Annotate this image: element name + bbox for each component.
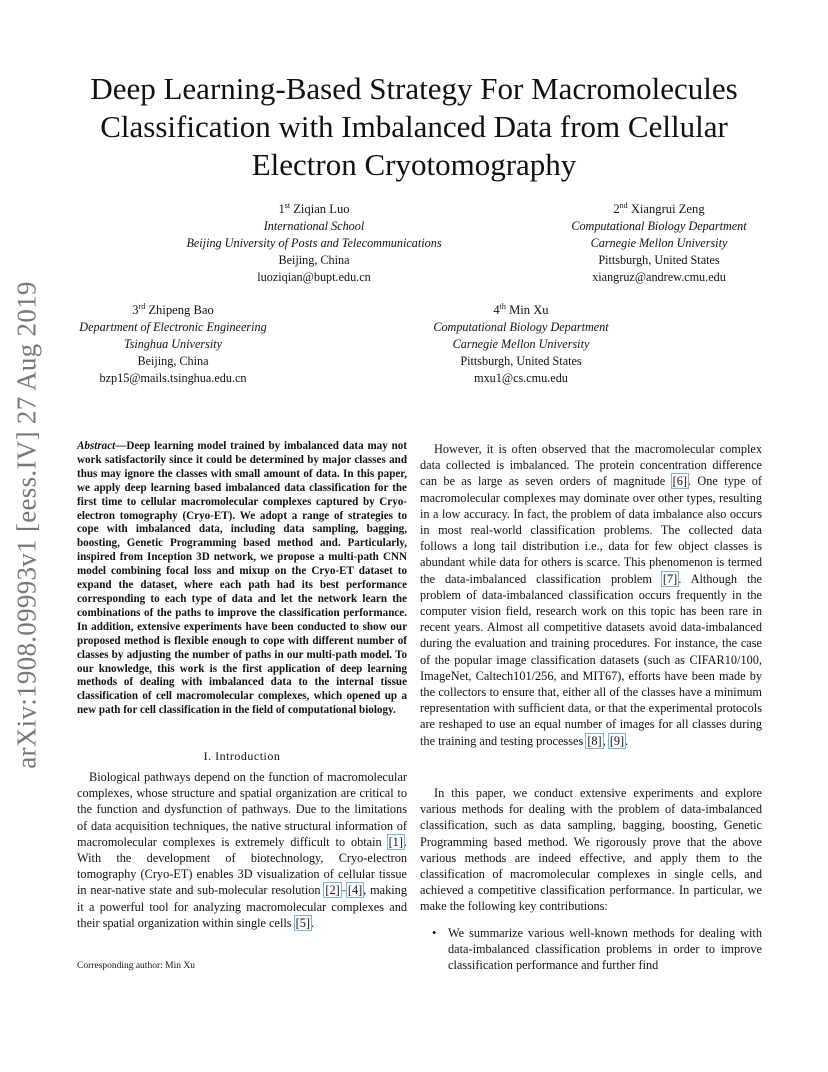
abstract-label: Abstract <box>77 440 116 452</box>
citation-link[interactable]: [4] <box>347 883 363 898</box>
author-affiliation: Tsinghua University <box>123 337 223 351</box>
title-line: Deep Learning-Based Strategy For Macromolecules <box>90 71 738 106</box>
paper-title <box>60 70 768 184</box>
citation-link[interactable]: [8] <box>587 733 602 748</box>
footnote: Corresponding author: Min Xu <box>77 961 195 971</box>
author-block-4 <box>410 302 632 387</box>
title-line: Classification with Imbalanced Data from Cellular <box>100 109 728 144</box>
author-affiliation: Computational Biology Department <box>433 320 609 334</box>
author-email: luoziqian@bupt.edu.cn <box>257 270 371 284</box>
author-name: 2nd Xiangrui Zeng <box>613 200 705 216</box>
citation-link[interactable]: [2] <box>325 883 340 898</box>
author-affiliation: Department of Electronic Engineering <box>79 320 267 334</box>
author-block-1 <box>150 201 478 286</box>
author-email: mxu1@cs.cmu.edu <box>474 371 568 385</box>
author-location: Pittsburgh, United States <box>598 253 720 267</box>
list-item-text: We summarize various well-known methods for dealing with data-imbalanced classification problems in order to improve classification performance and further find <box>448 926 762 973</box>
citation-link[interactable]: [9] <box>609 733 625 748</box>
author-affiliation: Carnegie Mellon University <box>452 337 590 351</box>
citation-link[interactable]: [5] <box>295 915 310 930</box>
author-location: Pittsburgh, United States <box>460 354 582 368</box>
arxiv-stamp: arXiv:1908.09993v1 [eess.IV] 27 Aug 2019 <box>11 281 42 769</box>
abstract: Abstract—Deep learning model trained by imbalanced data may not work satisfactorily since it could be determined by major classes and thus may ignore the classes with small amount of data. In this paper, we apply deep learning based imbalanced data classification for the first time to cellular macromolecular complexes captured by Cryo-electron tomography (Cryo-ET). We adopt a range of strategies to cope with imbalanced data, including data sampling, bagging, boosting, Genetic Programming based method and. Particularly, inspired from Inception 3D network, we propose a multi-path CNN model combining focal loss and mixup on the Cryo-ET dataset to expand the dataset, where each path had its best performance corresponding to each type of data and let the network learn the combinations of the paths to improve the classification performance. In addition, extensive experiments have been conducted to show our proposed method is flexible enough to cope with different number of classes by adjusting the number of paths in our multi-path model. To our knowledge, this work is the first application of deep learning methods of dealing with imbalanced data to the internal tissue classification of cell macromolecular complexes, which opened up a new path for cell classification in the field of computational biology. <box>77 440 407 717</box>
author-location: Beijing, China <box>137 354 209 368</box>
intro-paragraph: Biological pathways depend on the function of macromolecular complexes, whose structure and spatial organization are critical to the function and dysfunction of pathways. Due to the limitations of data acquisition techniques, the native structural information of macromolecular complexes is extremely difficult to obtain [1]. With the development of biotechnology, Cryo-electron tomography (Cryo-ET) enables 3D visualization of cellular tissue in near-native state and sub-molecular resolution [2]–[4], making it a powerful tool for analyzing macromolecular complexes and their spatial organization within single cells [5]. <box>77 770 407 930</box>
author-email: bzp15@mails.tsinghua.edu.cn <box>99 371 247 385</box>
citation-link[interactable]: [6] <box>672 474 687 489</box>
body-paragraph: In this paper, we conduct extensive experiments and explore various methods for dealing with the problem of data-imbalanced classification, such as data sampling, bagging, boosting, Genetic Programming based method. We rigorously prove that the above various methods are indeed effective, and apply them to the classification of macromolecular complexes in single cells, and achieved a competitive classification performance. In particular, we make the following key contributions: <box>420 786 762 914</box>
author-affiliation: Beijing University of Posts and Telecommunications <box>186 236 442 250</box>
author-affiliation: International School <box>263 219 365 233</box>
author-name: 3rd Zhipeng Bao <box>132 301 214 317</box>
bullet-icon: • <box>432 926 437 940</box>
author-block-3 <box>58 302 288 387</box>
author-affiliation: Computational Biology Department <box>571 219 747 233</box>
body-paragraph: However, it is often observed that the macromolecular complex data collected is imbalanced. The protein concentration difference can be as large as seven orders of magnitude [6]. One type of macromolecular complexes may dominate over other types, resulting in a low accuracy. In fact, the problem of data imbalance also occurs in most real-world classification problems. The collected data follows a long tail distribution i.e., data for few object classes is abundant while data for others is scarce. This phenomenon is termed the data-imbalanced classification problem [7]. Although the problem of data-imbalanced classification occurs frequently in the computer vision field, research work on this topic has been rare in recent years. Almost all competitive datasets avoid data-imbalanced during the evaluation and training procedures. For instance, the case of the popular image classification datasets (such as CIFAR10/100, ImageNet, Caltech101/256, and MIT67), efforts have been made by the collectors to ensure that, either all of the classes have a minimum representation with sufficient data, or that the experimental protocols are reshaped to use an equal number of images for all classes during the training and testing processes [8], [9]. <box>420 442 762 748</box>
author-name: 4th Min Xu <box>493 301 549 317</box>
author-email: xiangruz@andrew.cmu.edu <box>592 270 726 284</box>
abstract-text: Deep learning model trained by imbalanced data may not work satisfactorily since it could be determined by major classes and thus may ignore the classes with small amount of data. In this paper, we apply deep learning based imbalanced data classification for the first time to cellular macromolecular complexes captured by Cryo-electron tomography (Cryo-ET). We adopt a range of strategies to cope with imbalanced data, including data sampling, bagging, boosting, Genetic Programming based method and. Particularly, inspired from Inception 3D network, we propose a multi-path CNN model combining focal loss and mixup on the Cryo-ET dataset to expand the dataset, where each path had its best performance corresponding to each type of data and let the network learn the combinations of the paths to improve the classification performance. In addition, extensive experiments have been conducted to show our proposed method is flexible enough to cope with different number of classes by adjusting the number of paths in our multi-path model. To our knowledge, this work is the first application of deep learning methods of dealing with imbalanced data to the internal tissue classification of cell macromolecular complexes, which opened up a new path for cell classification in the field of computational biology. <box>77 440 407 717</box>
author-block-2 <box>548 201 770 286</box>
citation-link[interactable]: [1] <box>388 834 403 849</box>
author-location: Beijing, China <box>278 253 350 267</box>
citation-link[interactable]: [7] <box>662 571 678 586</box>
author-affiliation: Carnegie Mellon University <box>590 236 728 250</box>
section-heading-introduction: I. Introduction <box>203 749 281 763</box>
title-line: Electron Cryotomography <box>251 147 577 182</box>
author-name: 1st Ziqian Luo <box>278 200 350 216</box>
list-item <box>432 925 762 974</box>
